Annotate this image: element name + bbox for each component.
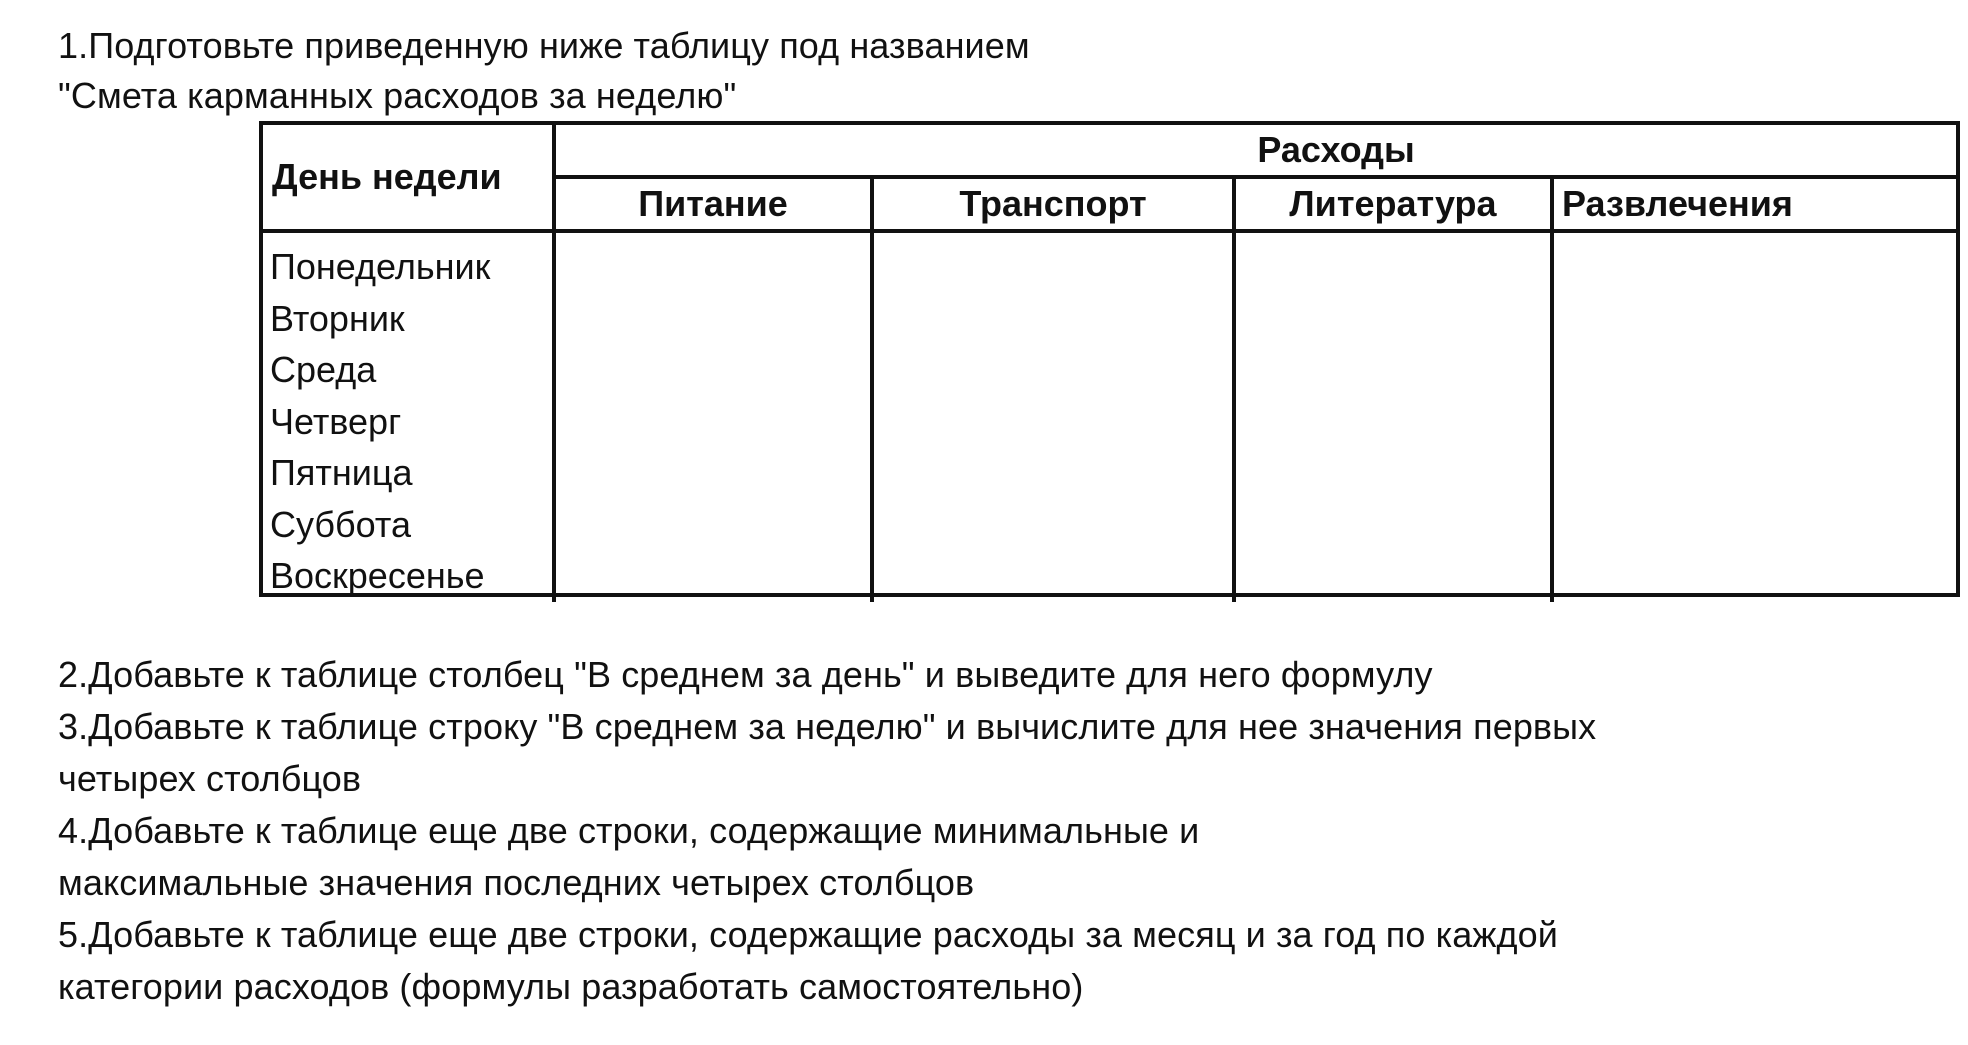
days-column: [263, 231, 554, 602]
day-wednesday: Среда: [270, 349, 377, 390]
task-3-text: 3.Добавьте к таблице строку "В среднем за неделю" и вычислите для нее значения первых: [58, 706, 1597, 747]
task-5-text-cont: категории расходов (формулы разработать самостоятельно): [58, 966, 1084, 1007]
column-header-literature: Литература: [1234, 177, 1552, 231]
day-thursday: Четверг: [270, 400, 402, 442]
day-sunday: Воскресенье: [270, 555, 485, 596]
task-2-text: 2.Добавьте к таблице столбец "В среднем за день" и выведите для него формулу: [58, 654, 1433, 695]
day-monday: Понедельник: [270, 246, 491, 287]
expense-table: [259, 121, 1960, 597]
task-4-text: 4.Добавьте к таблице еще две строки, содержащие минимальные и: [58, 810, 1200, 851]
column-header-transport: Транспорт: [872, 177, 1234, 231]
column-header-entertainment: Развлечения: [1552, 177, 1956, 231]
day-of-week-header: День недели: [263, 125, 554, 231]
literature-cells: [1234, 231, 1552, 602]
column-header-food: Питание: [554, 177, 872, 231]
task-5-text: 5.Добавьте к таблице еще две строки, содержащие расходы за месяц и за год по каждой: [58, 914, 1558, 955]
expenses-group-header: Расходы: [554, 125, 1956, 177]
task-4-text-cont: максимальные значения последних четырех столбцов: [58, 862, 975, 903]
task-1-text: 1.Подготовьте приведенную ниже таблицу под названием: [58, 25, 1030, 66]
day-friday: Пятница: [270, 452, 413, 493]
expense-table-grid: [263, 125, 1956, 602]
day-saturday: Суббота: [270, 503, 411, 545]
transport-cells: [872, 231, 1234, 602]
table-title: "Смета карманных расходов за неделю": [58, 75, 737, 116]
task-3-text-cont: четырех столбцов: [58, 758, 362, 799]
food-cells: [554, 231, 872, 602]
day-tuesday: Вторник: [270, 297, 405, 339]
entertainment-cells: [1552, 231, 1956, 602]
